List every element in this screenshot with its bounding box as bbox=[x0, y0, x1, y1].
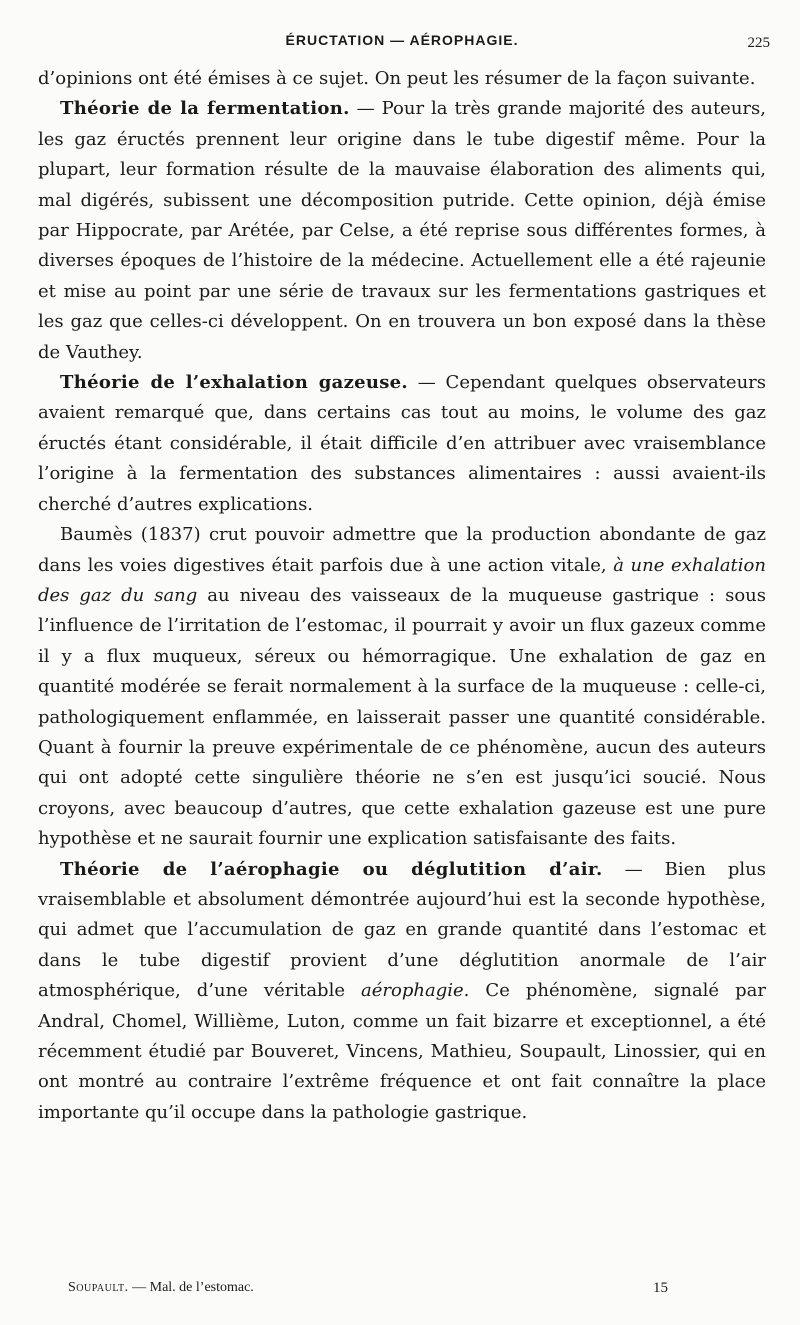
running-header bbox=[38, 32, 770, 56]
footer-title: — Mal. de l’estomac. bbox=[128, 1280, 254, 1295]
section-heading: Théorie de l’exhalation gazeuse. bbox=[60, 372, 408, 394]
paragraph-text: — Pour la très grande majorité des auteurs, les gaz éructés prennent leur origine dans le tube digestif même. Pour la plupart, leur formation résulte de la mauvaise élaboration des aliments qui, mal digérés, subissent une décomposition putride. Cette opinion, déjà émise par Hippocrate, par Arétée, par Celse, a été reprise sous différentes formes, à diverses époques de l’histoire de la médecine. Actuellement elle a été rajeunie et mise au point par une série de travaux sur les fermentations gastriques et les gaz que celles-ci développent. On en trouvera un bon exposé dans la thèse de Vauthey. bbox=[38, 98, 766, 363]
paragraph bbox=[38, 368, 766, 520]
paragraph-text: d’opinions ont été émises à ce sujet. On peut les résumer de la façon suivante. bbox=[38, 68, 756, 89]
section-heading: Théorie de la fermentation. bbox=[60, 98, 350, 120]
italic-text: à une exhalation des gaz du sang bbox=[38, 554, 766, 606]
paragraph bbox=[38, 520, 766, 854]
page-number: 225 bbox=[747, 35, 770, 51]
paragraph-text: — Bien plus vraisemblable et absolument démontrée aujourd’hui est la seconde hypothèse, qui admet que l’accumulation de gaz en grande quantité dans l’estomac et dans le tube digestif provient d’une déglutition anormale de l’air atmosphérique, d’une véritable bbox=[38, 858, 766, 1002]
paragraph bbox=[38, 855, 766, 1129]
paragraph-text: . Ce phénomène, signalé par Andral, Chomel, Willième, Luton, comme un fait bizarre et exceptionnel, a été récemment étudié par Bouveret, Vincens, Mathieu, Soupault, Linossier, qui en ont montré au contraire l’extrême fréquence et ont fait connaître la place importante qu’il occupe dans la pathologie gastrique. bbox=[38, 980, 766, 1123]
paragraph-text: — Cependant quelques observateurs avaient remarqué que, dans certains cas tout au moins, le volume des gaz éructés étant considérable, il était difficile d’en attribuer avec vraisemblance l’origine à la fermentation des substances alimentaires : aussi avaient-ils cherché d’autres explications. bbox=[38, 372, 766, 515]
paragraph-text: au niveau des vaisseaux de la muqueuse gastrique : sous l’influence de l’irritation de l’estomac, il pourrait y avoir un flux gazeux comme il y a flux muqueux, séreux ou hémorragique. Une exhalation de gaz en quantité modérée se ferait normalement à la surface de la muqueuse : celle-ci, pathologiquement enflammée, en laisserait passer une quantité considérable. Quant à fournir la preuve expérimentale de ce phénomène, aucun des auteurs qui ont adopté cette singulière théorie ne s’en est jusqu’ici soucié. Nous croyons, avec beaucoup d’autres, que cette exhalation gazeuse est une pure hypothèse et ne saurait fournir une explication satisfaisante des faits. bbox=[38, 584, 766, 850]
paragraph-text: Baumès (1837) crut pouvoir admettre que la production abondante de gaz dans les voies digestives était parfois due à une action vitale, bbox=[38, 524, 766, 576]
paragraph bbox=[38, 94, 766, 368]
paragraph bbox=[38, 64, 766, 94]
page-footer bbox=[68, 1280, 668, 1304]
section-heading: Théorie de l’aérophagie ou déglutition d’air. bbox=[60, 858, 603, 880]
body-text bbox=[38, 64, 766, 1128]
running-title: ÉRUCTATION — AÉROPHAGIE. bbox=[285, 32, 519, 48]
footer-author: Soupault. bbox=[68, 1280, 129, 1295]
document-page bbox=[38, 32, 770, 1128]
signature-mark: 15 bbox=[653, 1280, 668, 1296]
italic-text: aérophagie bbox=[361, 980, 464, 1002]
